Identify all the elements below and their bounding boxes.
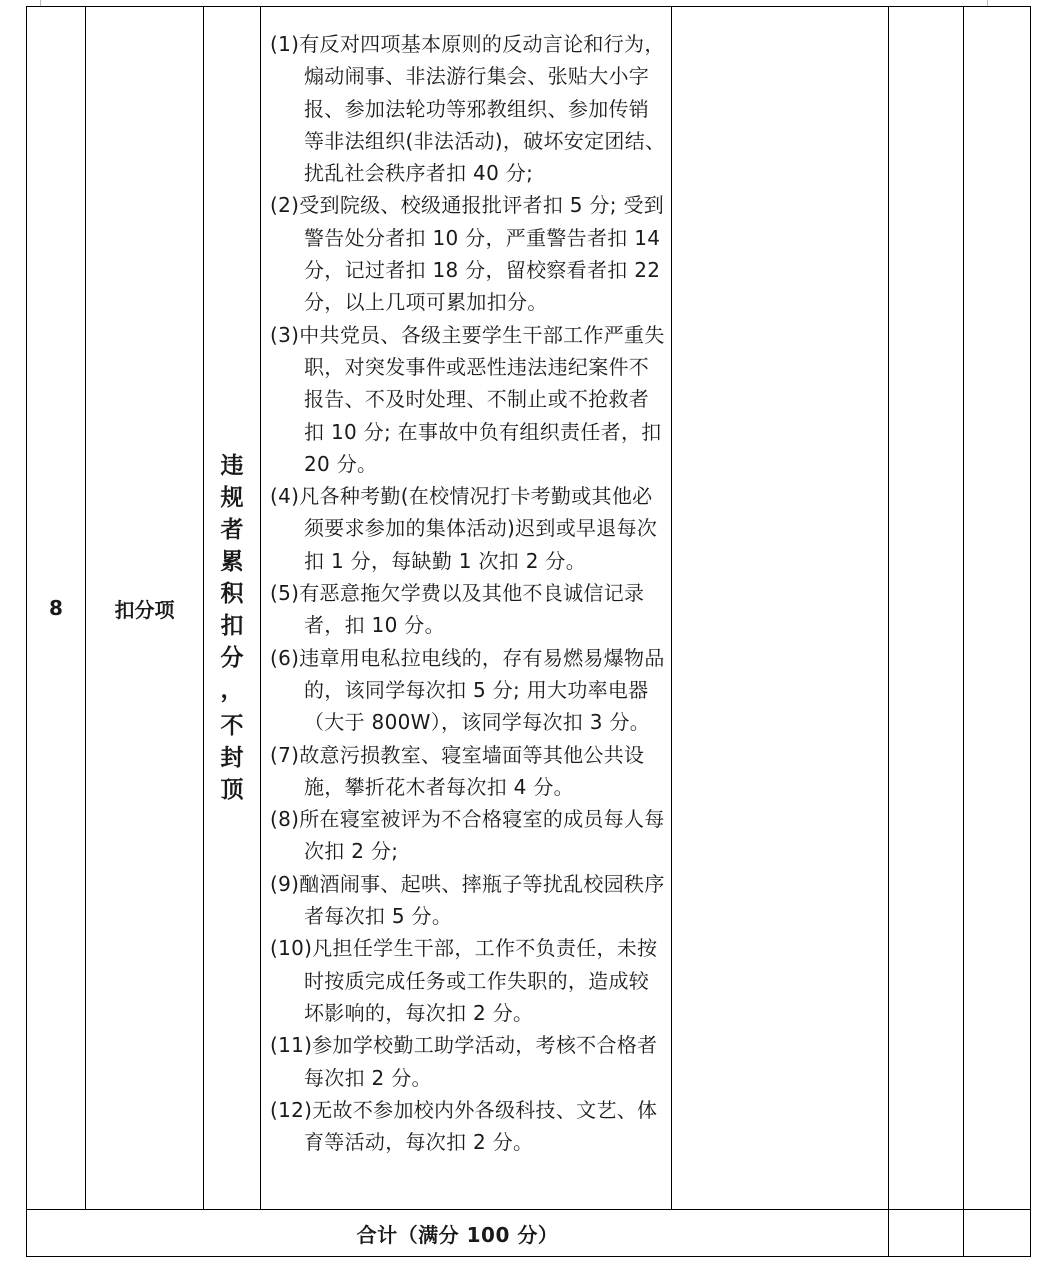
rule-char: 顶 <box>220 777 244 803</box>
deduction-item: (4)凡各种考勤(在校情况打卡考勤或其他必须要求参加的集体活动)迟到或早退每次扣 1 分，每缺勤 1 次扣 2 分。 <box>270 484 658 573</box>
deduction-item: (6)违章用电私拉电线的，存有易燃易爆物品的，该同学每次扣 5 分; 用大功率电器（大于 800W），该同学每次扣 3 分。 <box>270 645 665 735</box>
col-divider-5 <box>888 6 889 1257</box>
deduction-items <box>270 28 666 1158</box>
rule-char: 违 <box>220 453 244 479</box>
rule-char: 不 <box>220 713 244 739</box>
rule-char: 规 <box>220 485 244 511</box>
rule-char: ， <box>220 677 244 703</box>
deduction-item: (7)故意污损教室、寝室墙面等其他公共设施，攀折花木者每次扣 4 分。 <box>270 742 645 799</box>
rule-char: 扣 <box>220 613 244 639</box>
rule-char: 分 <box>220 645 244 671</box>
deduction-item: (11)参加学校勤工助学活动，考核不合格者每次扣 2 分。 <box>270 1033 658 1090</box>
row-number: 8 <box>49 596 63 620</box>
border-right <box>1030 6 1031 1257</box>
border-bottom <box>26 1256 1031 1257</box>
rule-char: 积 <box>220 581 244 607</box>
col-divider-3 <box>260 6 261 1210</box>
rule-char: 者 <box>220 517 244 543</box>
deduction-item: (3)中共党员、各级主要学生干部工作严重失职，对突发事件或恶性违法违纪案件不报告、不及时处理、不制止或不抢救者扣 10 分; 在事故中负有组织责任者，扣 20 分。 <box>270 322 665 476</box>
deduction-item: (12)无故不参加校内外各级科技、文艺、体育等活动，每次扣 2 分。 <box>270 1097 658 1155</box>
row-category: 扣分项 <box>114 597 175 622</box>
deduction-item: (5)有恶意拖欠学费以及其他不良诚信记录者，扣 10 分。 <box>270 581 645 638</box>
deduction-item: (8)所在寝室被评为不合格寝室的成员每人每次扣 2 分; <box>270 807 665 864</box>
col-divider-4 <box>671 6 672 1210</box>
rule-vertical-text <box>204 7 260 1209</box>
rule-char: 累 <box>220 549 244 575</box>
col-divider-6 <box>963 6 964 1257</box>
total-label: 合计（满分 100 分） <box>356 1222 559 1247</box>
deduction-item: (9)酗酒闹事、起哄、摔瓶子等扰乱校园秩序者每次扣 5 分。 <box>270 871 665 929</box>
rule-char: 封 <box>220 745 244 771</box>
deduction-item: (2)受到院级、校级通报批评者扣 5 分; 受到警告处分者扣 10 分，严重警告者扣 14 分，记过者扣 18 分，留校察看者扣 22 分，以上几项可累加扣分。 <box>270 193 665 315</box>
deduction-item: (1)有反对四项基本原则的反动言论和行为，煽动闹事、非法游行集会、张贴大小字报、参加法轮功等邪教组织、参加传销等非法组织(非法活动)，破坏安定团结、扰乱社会秩序者扣 40 分; <box>270 32 666 186</box>
deduction-item: (10)凡担任学生干部，工作不负责任，未按时按质完成任务或工作失职的，造成较坏影响的，每次扣 2 分。 <box>270 936 658 1025</box>
